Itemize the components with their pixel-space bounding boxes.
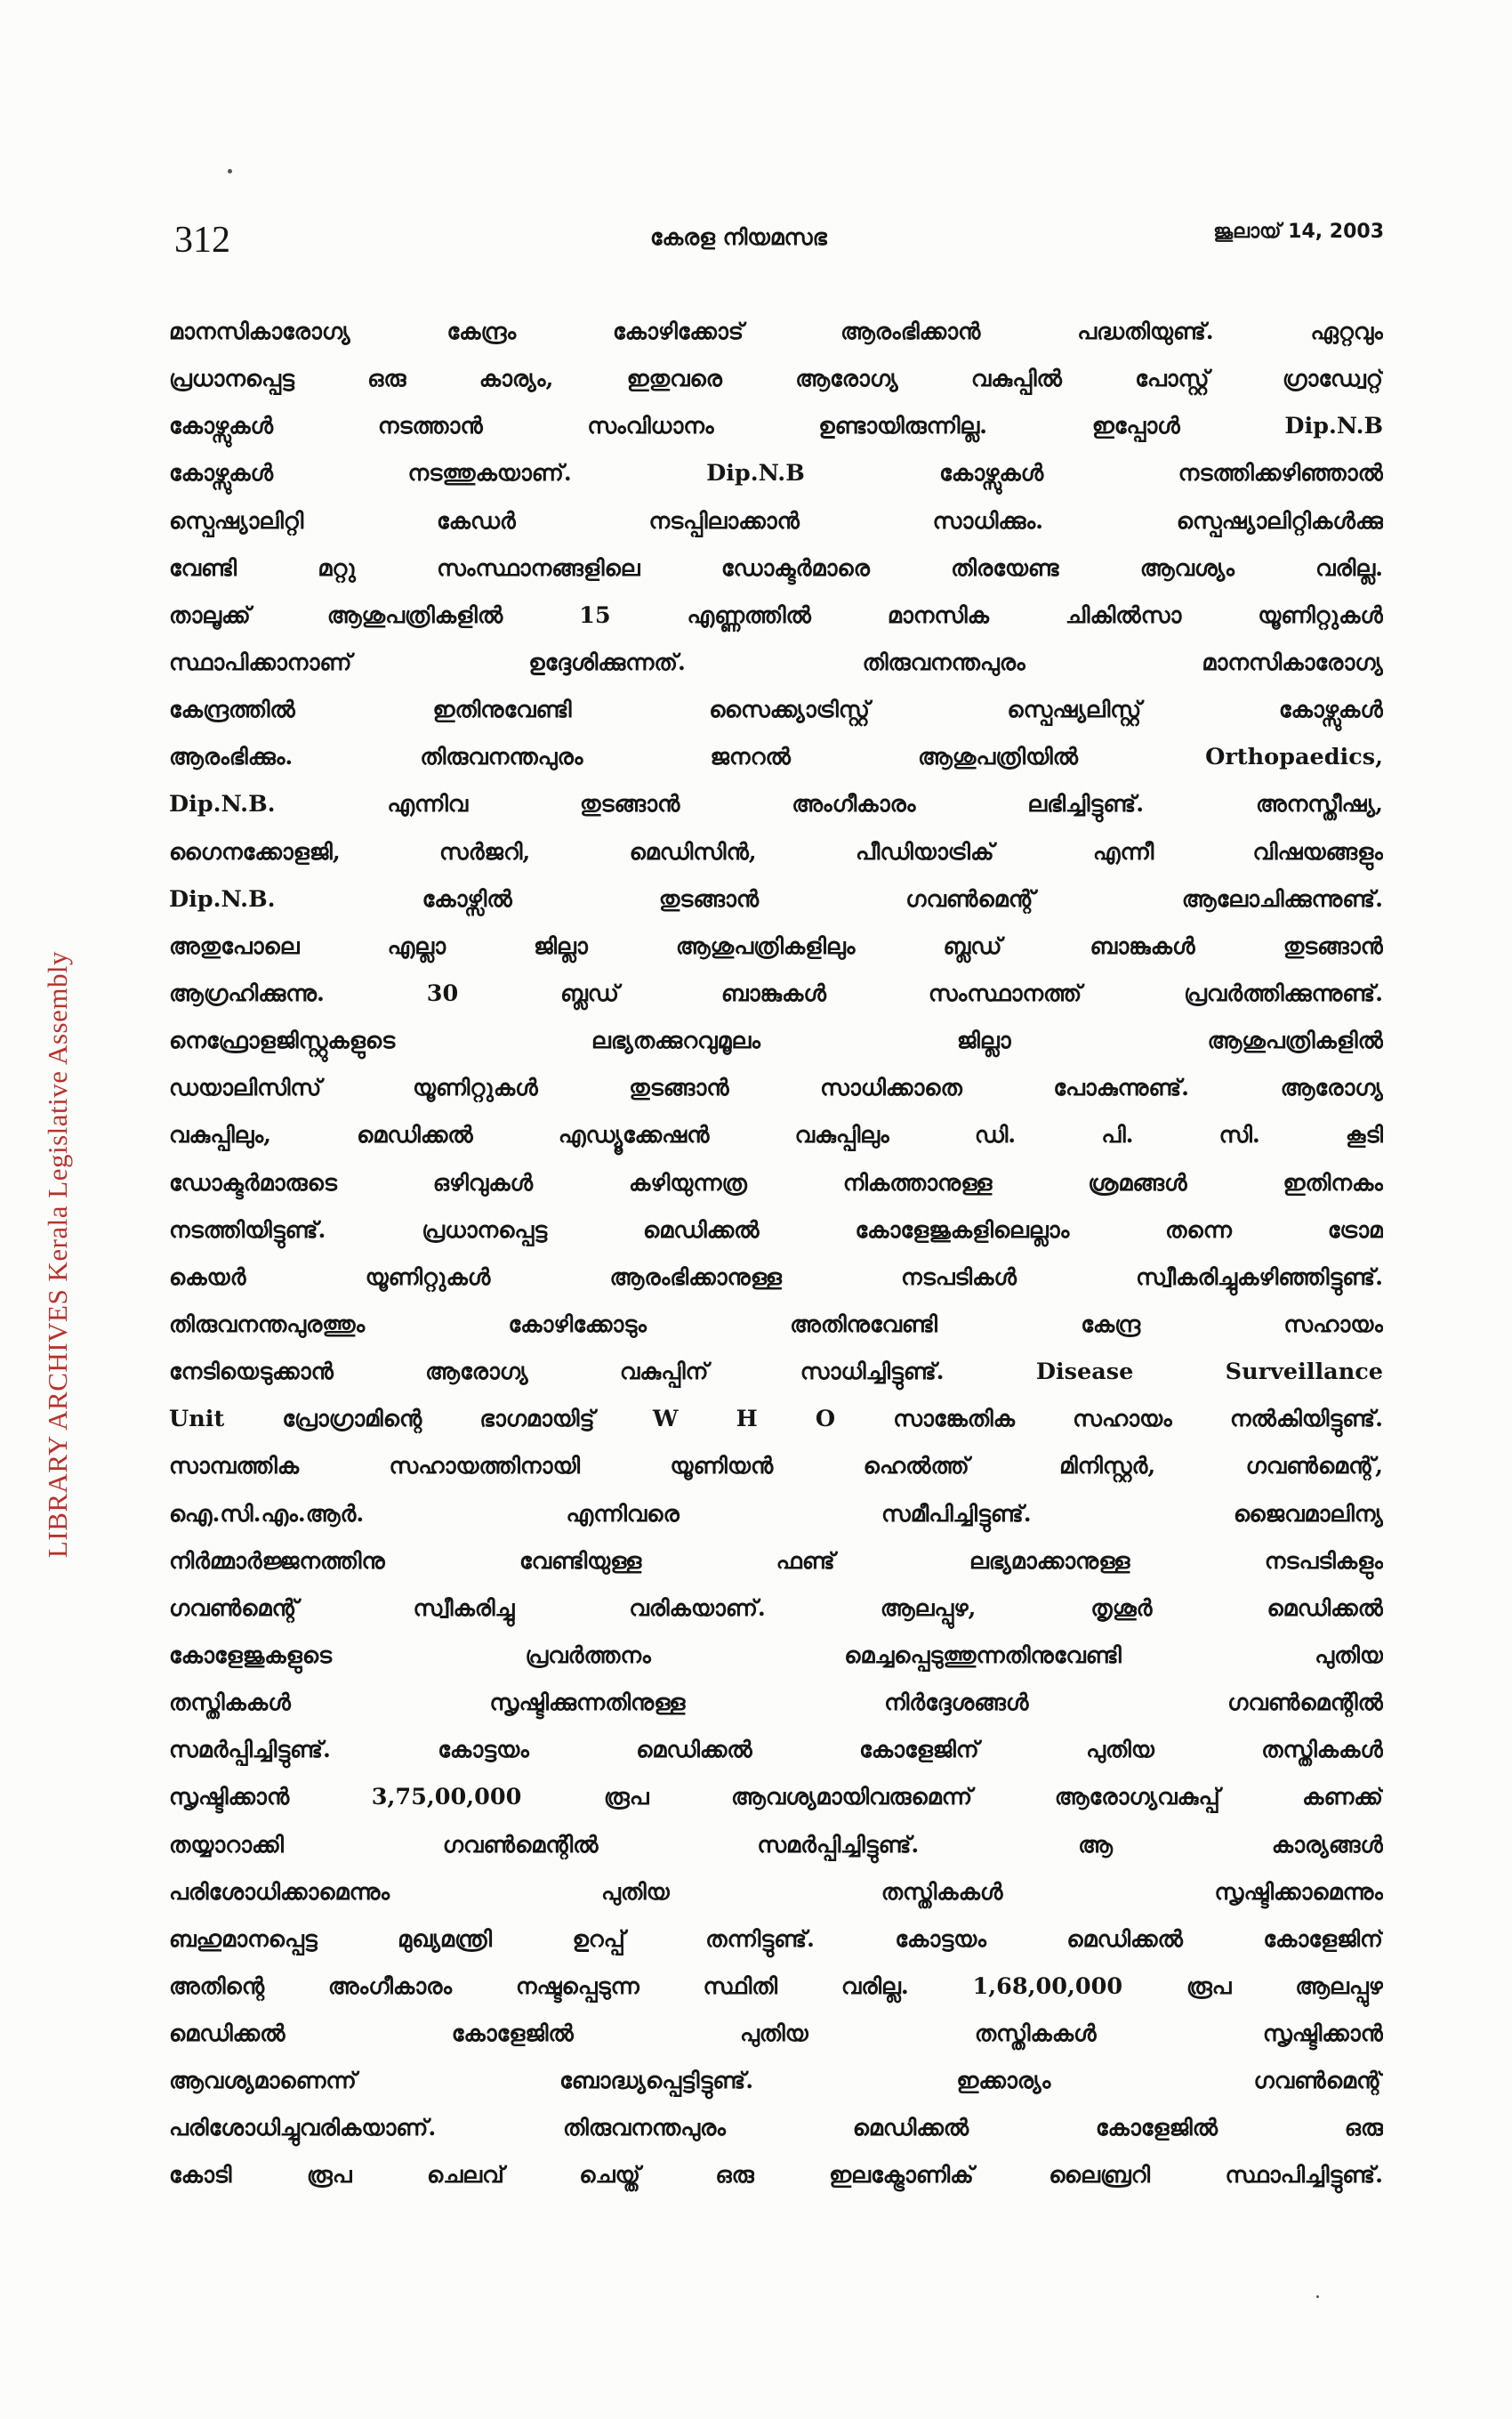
text-line: വേണ്ടി മറ്റു സംസ്ഥാനങ്ങളിലെ ഡോക്ടർമാരെ തിരയേണ്ട ആവശ്യം വരില്ല.	[169, 554, 1383, 582]
text-line: Unit പ്രോഗ്രാമിന്റെ ഭാഗമായിട്ട് W H O സാങ്കേതിക സഹായം നൽകിയിട്ടുണ്ട്.	[169, 1406, 1383, 1433]
archive-stamp-text: LIBRARY ARCHIVES Kerala Legislative Assembly	[42, 950, 73, 1559]
text-line: കെയർ യൂണിറ്റുകൾ ആരംഭിക്കാനുള്ള നടപടികൾ സ്വീകരിച്ചുകഴിഞ്ഞിട്ടുണ്ട്.	[169, 1263, 1383, 1291]
text-line: പ്രധാനപ്പെട്ട ഒരു കാര്യം, ഇതുവരെ ആരോഗ്യ വകുപ്പിൽ പോസ്റ്റ് ഗ്രാഡ്വേറ്റ്	[169, 366, 1383, 393]
text-line: സൃഷ്ടിക്കാൻ 3,75,00,000 രൂപ ആവശ്യമായിവരുമെന്ന് ആരോഗ്യവകുപ്പ് കണക്ക്	[169, 1784, 1383, 1811]
text-line: മാനസികാരോഗ്യ കേന്ദ്രം കോഴിക്കോട് ആരംഭിക്കാൻ പദ്ധതിയുണ്ട്. ഏറ്റവും	[169, 319, 1383, 345]
page-number: 312	[174, 220, 230, 261]
page-header	[174, 212, 1384, 274]
text-line: ഗവൺമെന്റ് സ്വീകരിച്ചു വരികയാണ്. ആലപ്പുഴ, തൃശൂർ മെഡിക്കൽ	[169, 1594, 1383, 1622]
text-line: നെഫ്രോളജിസ്റ്റുകളുടെ ലഭ്യതക്കുറവുമൂലം ജില്ലാ ആശുപത്രികളിൽ	[169, 1028, 1383, 1055]
scan-speck	[1316, 2295, 1319, 2298]
text-line: Dip.N.B. കോഴ്സിൽ തുടങ്ങാൻ ഗവൺമെന്റ് ആലോചിക്കുന്നുണ്ട്.	[169, 885, 1383, 913]
text-line: ബഹുമാനപ്പെട്ട മുഖ്യമന്ത്രി ഉറപ്പ് തന്നിട്ടുണ്ട്. കോട്ടയം മെഡിക്കൽ കോളേജിന്	[169, 1925, 1383, 1953]
text-line: പരിശോധിച്ചുവരികയാണ്. തിരുവനന്തപുരം മെഡിക്കൽ കോളേജിൽ ഒരു	[169, 2115, 1383, 2142]
text-line: പരിശോധിക്കാമെന്നും പുതിയ തസ്തികകൾ സൃഷ്ടിക്കാമെന്നും	[169, 1878, 1383, 1906]
archive-margin-stamp	[40, 854, 76, 1655]
text-line: സ്പെഷ്യാലിറ്റി കേഡർ നടപ്പിലാക്കാൻ സാധിക്കും. സ്പെഷ്യാലിറ്റികൾക്കു	[169, 507, 1383, 535]
text-line: കോഴ്സുകൾ നടത്തുകയാണ്. Dip.N.B കോഴ്സുകൾ നടത്തിക്കഴിഞ്ഞാൽ	[169, 460, 1383, 488]
text-line: വകുപ്പിലും, മെഡിക്കൽ എഡ്യൂക്കേഷൻ വകുപ്പിലും ഡി. പി. സി. കൂടി	[169, 1122, 1383, 1149]
body-paragraph	[169, 309, 1383, 2200]
text-line: മെഡിക്കൽ കോളേജിൽ പുതിയ തസ്തികകൾ സൃഷ്ടിക്കാൻ	[169, 2020, 1383, 2048]
text-line: തിരുവനന്തപുരത്തും കോഴിക്കോടും അതിനുവേണ്ടി കേന്ദ്ര സഹായം	[169, 1310, 1383, 1338]
text-line: സാമ്പത്തിക സഹായത്തിനായി യൂണിയൻ ഹെൽത്ത് മിനിസ്റ്റർ, ഗവൺമെന്റ്,	[169, 1453, 1383, 1480]
text-line: സമർപ്പിച്ചിട്ടുണ്ട്. കോട്ടയം മെഡിക്കൽ കോളേജിന് പുതിയ തസ്തികകൾ	[169, 1737, 1383, 1764]
text-line: ആഗ്രഹിക്കുന്നു. 30 ബ്ലഡ് ബാങ്കുകൾ സംസ്ഥാനത്ത് പ്രവർത്തിക്കുന്നുണ്ട്.	[169, 980, 1383, 1007]
text-line: നിർമ്മാർജ്ജനത്തിനു വേണ്ടിയുള്ള ഫണ്ട് ലഭ്യമാക്കാനുള്ള നടപടികളും	[169, 1547, 1383, 1575]
text-line: കോഴ്സുകൾ നടത്താൻ സംവിധാനം ഉണ്ടായിരുന്നില്ല. ഇപ്പോൾ Dip.N.B	[169, 413, 1383, 440]
text-line: അതിന്റെ അംഗീകാരം നഷ്ടപ്പെടുന്ന സ്ഥിതി വരില്ല. 1,68,00,000 രൂപ ആലപ്പുഴ	[169, 1972, 1383, 2000]
text-line: സ്ഥാപിക്കാനാണ് ഉദ്ദേശിക്കുന്നത്. തിരുവനന്തപുരം മാനസികാരോഗ്യ	[169, 649, 1383, 676]
text-line: കോളേജുകളുടെ പ്രവർത്തനം മെച്ചപ്പെടുത്തുന്നതിനുവേണ്ടി പുതിയ	[169, 1641, 1383, 1669]
text-line: തയ്യാറാക്കി ഗവൺമെന്റിൽ സമർപ്പിച്ചിട്ടുണ്ട്. ആ കാര്യങ്ങൾ	[169, 1831, 1383, 1859]
text-line: അതുപോലെ എല്ലാ ജില്ലാ ആശുപത്രികളിലും ബ്ലഡ് ബാങ്കുകൾ തുടങ്ങാൻ	[169, 932, 1383, 960]
text-line: ഡയാലിസിസ് യൂണിറ്റുകൾ തുടങ്ങാൻ സാധിക്കാതെ പോകുന്നുണ്ട്. ആരോഗ്യ	[169, 1075, 1383, 1102]
text-line: കോടി രൂപ ചെലവ് ചെയ്ത് ഒരു ഇലക്ട്രോണിക് ലൈബ്രറി സ്ഥാപിച്ചിട്ടുണ്ട്.	[169, 2162, 1383, 2189]
running-title: കേരള നിയമസഭ	[650, 224, 827, 250]
text-line: ആരംഭിക്കും. തിരുവനന്തപുരം ജനറൽ ആശുപത്രിയിൽ Orthopaedics,	[169, 744, 1383, 771]
text-line: Dip.N.B. എന്നിവ തുടങ്ങാൻ അംഗീകാരം ലഭിച്ചിട്ടുണ്ട്. അനസ്തീഷ്യ,	[169, 791, 1383, 818]
text-line: തസ്തികകൾ സൃഷ്ടിക്കുന്നതിനുള്ള നിർദ്ദേശങ്ങൾ ഗവൺമെന്റിൽ	[169, 1689, 1383, 1717]
text-line: കേന്ദ്രത്തിൽ ഇതിനുവേണ്ടി സൈക്ക്യാട്രിസ്റ്റ് സ്പെഷ്യലിസ്റ്റ് കോഴ്സുകൾ	[169, 697, 1383, 724]
text-line: നേടിയെടുക്കാൻ ആരോഗ്യ വകുപ്പിന് സാധിച്ചിട്ടുണ്ട്. Disease Surveillance	[169, 1359, 1383, 1386]
text-line: ഡോക്ടർമാരുടെ ഒഴിവുകൾ കഴിയുന്നത്ര നികത്താനുള്ള ശ്രമങ്ങൾ ഇതിനകം	[169, 1169, 1383, 1197]
header-date: ജൂലായ് 14, 2003	[1213, 221, 1384, 243]
text-line: താലൂക്ക് ആശുപത്രികളിൽ 15 എണ്ണത്തിൽ മാനസിക ചികിൽസാ യൂണിറ്റുകൾ	[169, 601, 1383, 629]
text-line: ഐ.സി.എം.ആർ. എന്നിവരെ സമീപിച്ചിട്ടുണ്ട്. ജൈവമാലിന്യ	[169, 1500, 1383, 1528]
text-line: ഗൈനക്കോളജി, സർജറി, മെഡിസിൻ, പീഡിയാട്രിക് എന്നീ വിഷയങ്ങളും	[169, 838, 1383, 866]
text-line: നടത്തിയിട്ടുണ്ട്. പ്രധാനപ്പെട്ട മെഡിക്കൽ കോളേജുകളിലെല്ലാം തന്നെ ട്രോമ	[169, 1216, 1383, 1244]
text-line: ആവശ്യമാണെന്ന് ബോദ്ധ്യപ്പെട്ടിട്ടുണ്ട്. ഇക്കാര്യം ഗവൺമെന്റ്	[169, 2068, 1383, 2095]
scan-speck	[228, 169, 232, 173]
